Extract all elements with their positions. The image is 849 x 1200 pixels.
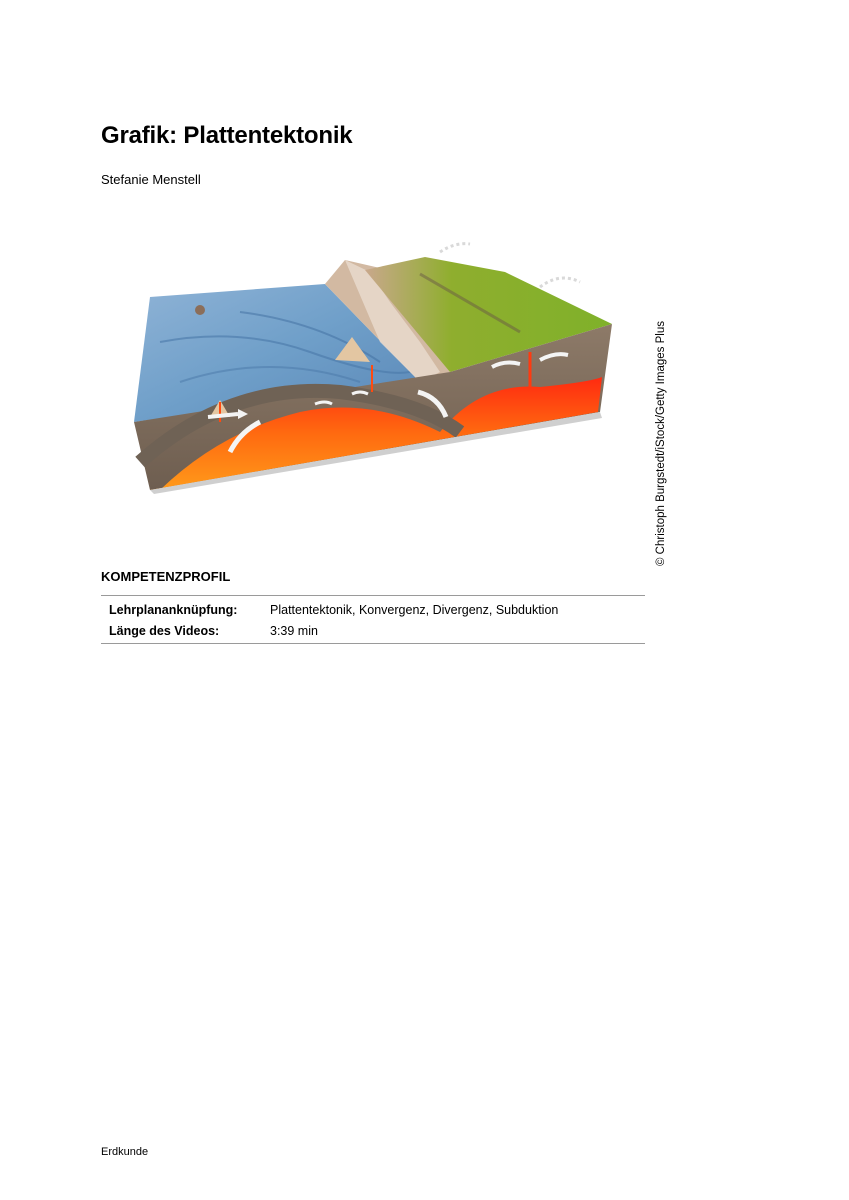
row-value: Plattentektonik, Konvergenz, Divergenz, Subduktion (270, 603, 559, 617)
section-heading: KOMPETENZPROFIL (101, 569, 231, 584)
table-row (101, 621, 645, 642)
author-name: Stefanie Menstell (101, 172, 201, 187)
row-value: 3:39 min (270, 624, 318, 638)
page-title: Grafik: Plattentektonik (101, 122, 353, 149)
row-label: Lehrplananknüpfung: (109, 603, 238, 617)
footer-subject: Erdkunde (101, 1146, 149, 1158)
competence-profile-table (101, 595, 645, 644)
row-label: Länge des Videos: (109, 624, 220, 638)
image-credit: © Christoph Burgstedt/iStock/Getty Images Plus (655, 321, 667, 566)
table-row (101, 600, 645, 621)
plate-tectonics-illustration (120, 232, 620, 502)
